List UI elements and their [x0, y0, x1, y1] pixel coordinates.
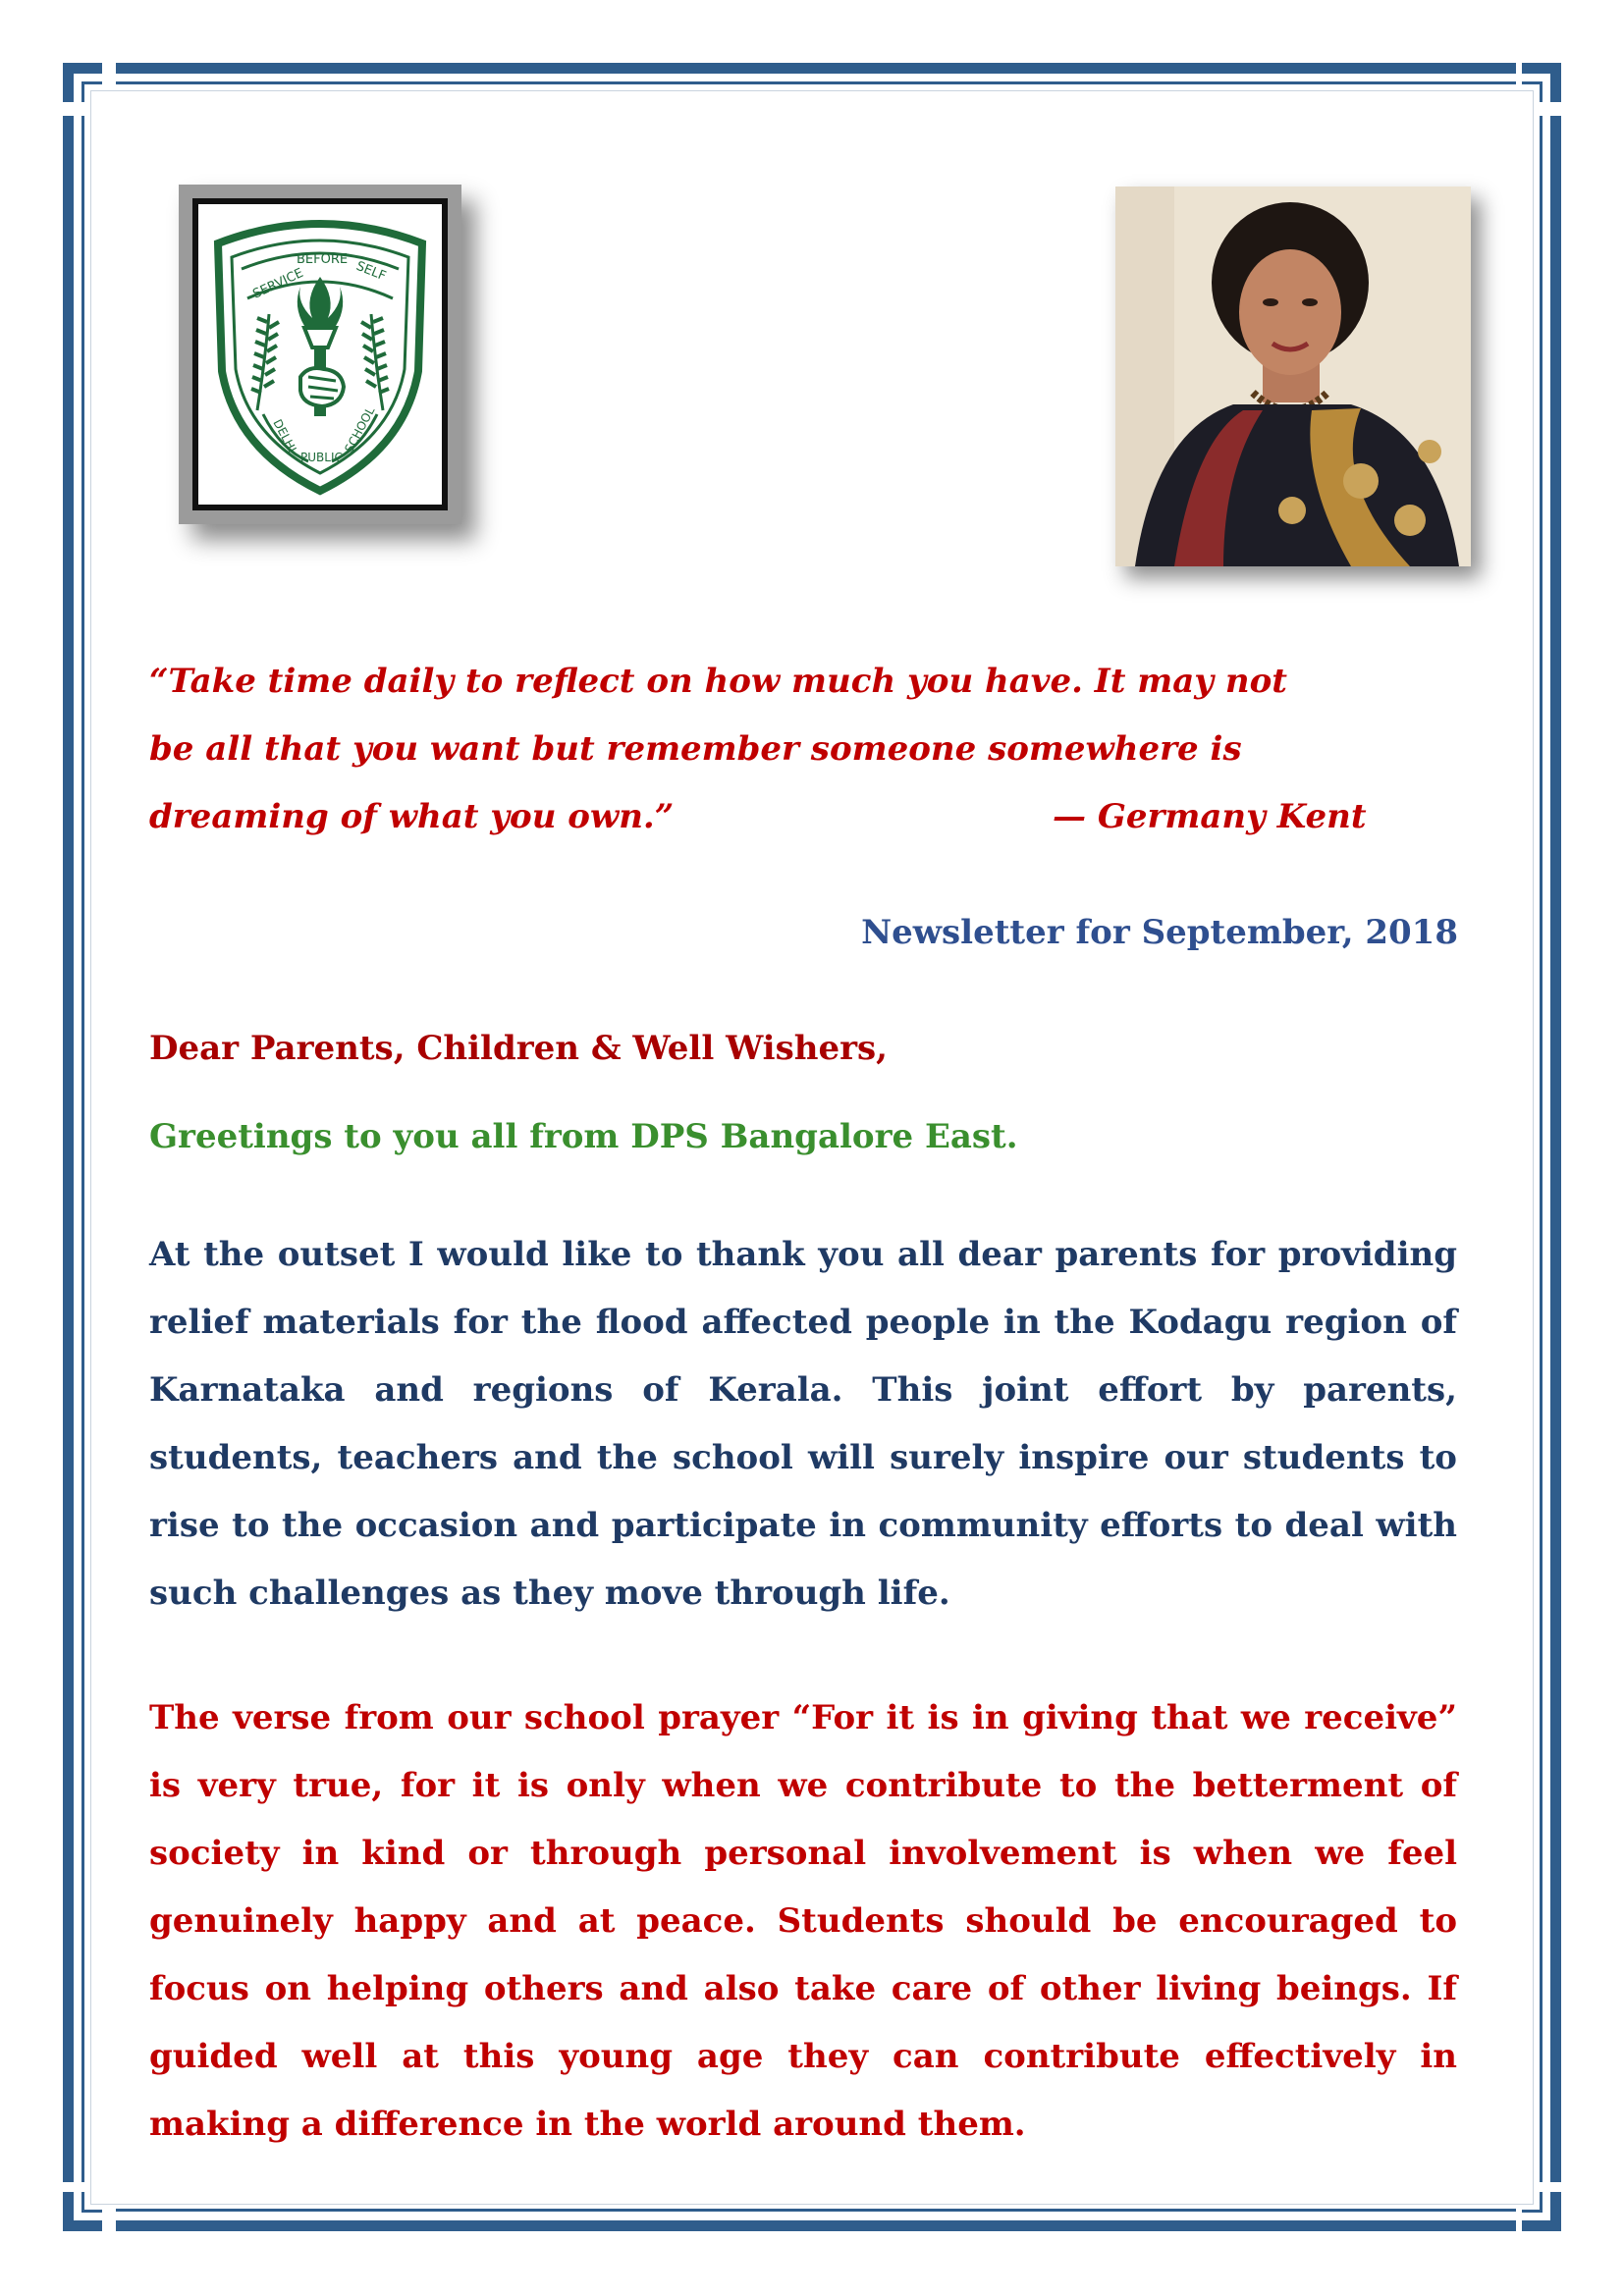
border-corner-top-right — [1522, 63, 1561, 102]
person-portrait-icon — [1115, 187, 1471, 566]
border-left-thick — [63, 116, 74, 2182]
logo-text-service: SERVICE — [250, 265, 306, 302]
border-bottom-thick — [116, 2220, 1516, 2231]
opening-quote — [149, 648, 1426, 851]
principal-photo — [1115, 187, 1471, 566]
newsletter-title: Newsletter for September, 2018 — [861, 913, 1458, 952]
border-bottom-thin — [116, 2209, 1516, 2212]
school-logo — [179, 185, 461, 524]
border-left-thin — [81, 116, 84, 2182]
logo-text-before: BEFORE — [297, 252, 349, 267]
logo-text-delhi: DELHI — [270, 416, 299, 455]
border-corner-bottom-right — [1522, 2192, 1561, 2231]
school-logo-inner — [192, 198, 448, 510]
logo-text-school: SCHOOL — [342, 404, 378, 455]
border-right-thin — [1540, 116, 1543, 2182]
quote-line-3: dreaming of what you own.” — [149, 797, 675, 836]
quote-line-2: be all that you want but remember someone somewhere is — [149, 729, 1242, 769]
salutation: Dear Parents, Children & Well Wishers, — [149, 1029, 888, 1068]
quote-author: — Germany Kent — [1053, 797, 1367, 836]
quote-line-1: “Take time daily to reflect on how much you have. It may not — [149, 662, 1287, 701]
border-top-thin — [116, 81, 1516, 84]
dps-crest-icon — [198, 204, 442, 505]
border-top-thick — [116, 63, 1516, 74]
border-corner-top-left — [63, 63, 102, 102]
greeting: Greetings to you all from DPS Bangalore East. — [149, 1117, 1018, 1156]
body-paragraph-1: At the outset I would like to thank you all dear parents for providing relief materials for the flood affected people in the Kodagu region of Karnataka and regions of Kerala. This joint effort by parents, students, teachers and the school will surely inspire our students to rise to the occasion and participate in community efforts to deal with such challenges as they move through life. — [149, 1235, 1457, 1613]
logo-text-public: PUBLIC — [300, 451, 343, 464]
border-right-thick — [1550, 116, 1561, 2182]
body-paragraph-2: The verse from our school prayer “For it is in giving that we receive” is very true, for it is only when we contribute to the betterment of society in kind or through personal involvement is when we feel genuinely happy and at peace. Students should be encouraged to focus on helping others and also take care of other living beings. If guided well at this young age they can contribute effectively in making a difference in the world around them. — [149, 1698, 1457, 2144]
border-corner-bottom-left — [63, 2192, 102, 2231]
logo-text-self: SELF — [353, 258, 389, 285]
